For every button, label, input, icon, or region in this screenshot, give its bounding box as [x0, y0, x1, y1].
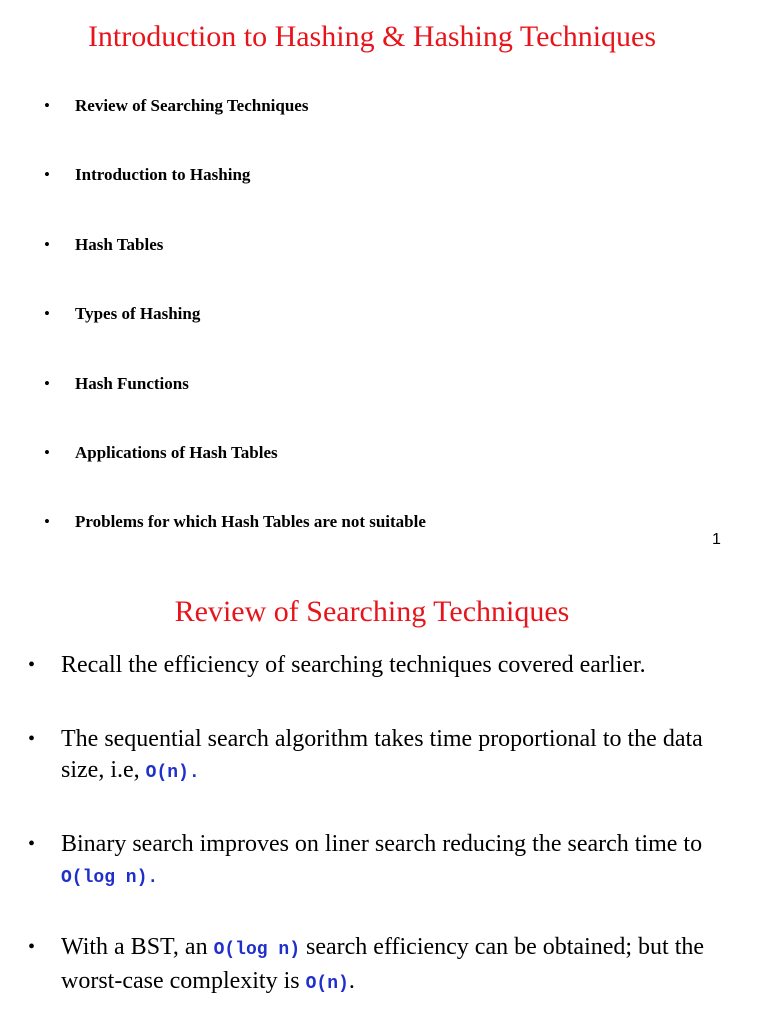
list-item-text	[61, 932, 731, 1000]
bullet: •	[44, 512, 50, 532]
list-item-text-part: The sequential search algorithm takes time proportional to the data size, i.e,	[61, 726, 703, 783]
list-item-text	[61, 724, 731, 789]
bullet: •	[44, 442, 50, 462]
list-item-text: Hash Tables	[75, 234, 164, 254]
list-item-text-part: search efficiency can be obtained; but the worst-case complexity is	[61, 934, 705, 994]
code-suffix: .	[147, 868, 159, 888]
bullet: •	[44, 165, 50, 185]
list-item-text: Review of Searching Techniques	[75, 96, 309, 115]
bullet: •	[44, 304, 50, 324]
slide-2-title: Review of Searching Techniques	[174, 595, 570, 628]
list-item-text-part: Binary search improves on liner search reducing the search time to	[61, 831, 703, 857]
slide-1-title: Introduction to Hashing & Hashing Techniques	[87, 20, 657, 53]
bullet: •	[28, 833, 36, 855]
bullet: •	[44, 96, 50, 115]
bullet: •	[44, 373, 50, 393]
complexity-code: O(log n)	[213, 940, 300, 960]
list-item-text: Problems for which Hash Tables are not suitable	[75, 512, 426, 532]
bullet: •	[28, 728, 36, 750]
code-suffix: .	[188, 763, 200, 783]
bullet: •	[28, 936, 36, 958]
list-item-text: Introduction to Hashing	[75, 165, 251, 185]
list-item-text: Types of Hashing	[75, 304, 201, 324]
bullet: •	[44, 234, 50, 254]
list-item-text-part: With a BST, an	[61, 934, 214, 960]
list-item-text-part: Recall the efficiency of searching techniques covered earlier.	[61, 652, 646, 678]
code-suffix: .	[348, 968, 355, 994]
list-item-text: Hash Functions	[75, 373, 189, 393]
slide-2	[0, 565, 768, 1024]
complexity-code: O(n)	[305, 974, 349, 994]
list-item-text	[61, 650, 731, 681]
list-item-text: Applications of Hash Tables	[75, 442, 278, 462]
list-item-text	[61, 829, 731, 894]
complexity-code: O(log n)	[61, 868, 148, 888]
bullet: •	[28, 654, 36, 676]
page-number: 1	[712, 531, 721, 548]
complexity-code: O(n)	[145, 763, 189, 783]
